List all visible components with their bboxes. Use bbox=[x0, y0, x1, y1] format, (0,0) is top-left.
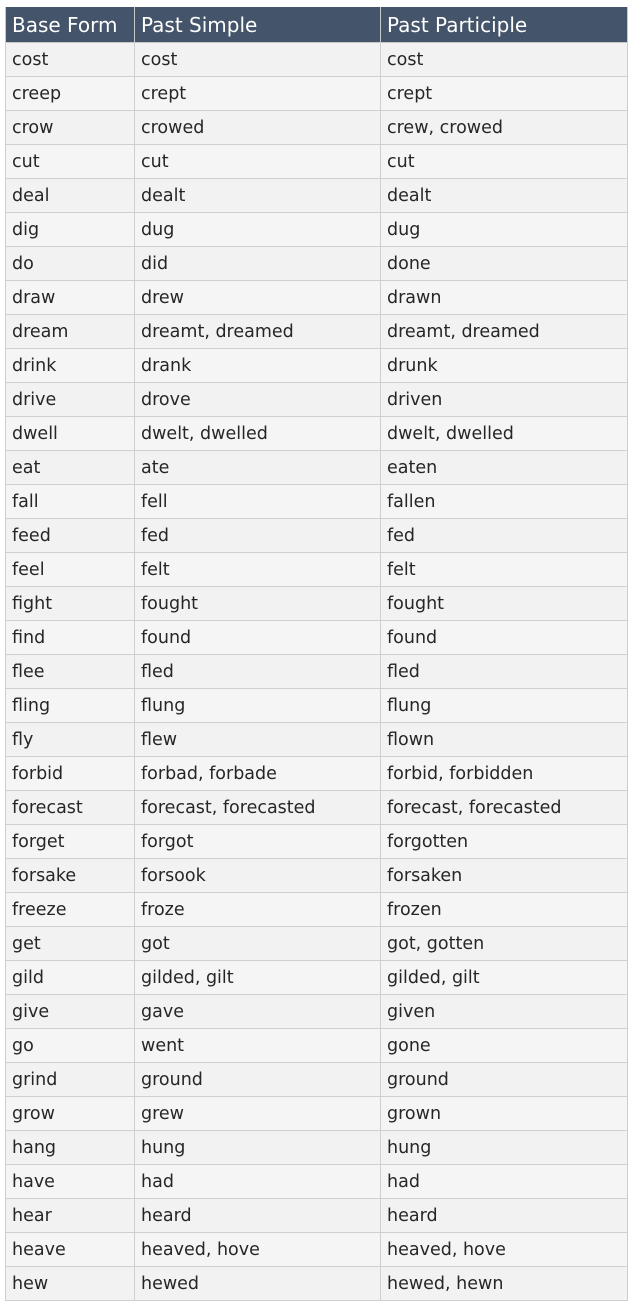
past-participle-cell: heard bbox=[381, 1199, 628, 1233]
table-row bbox=[6, 995, 628, 1029]
past-simple-cell: gilded, gilt bbox=[135, 961, 381, 995]
base-form-cell: forget bbox=[6, 825, 135, 859]
base-form-cell: fling bbox=[6, 689, 135, 723]
past-participle-cell: flung bbox=[381, 689, 628, 723]
table-row bbox=[6, 1063, 628, 1097]
past-simple-cell: fled bbox=[135, 655, 381, 689]
past-simple-cell: did bbox=[135, 247, 381, 281]
past-simple-cell: heaved, hove bbox=[135, 1233, 381, 1267]
header-past-participle: Past Participle bbox=[381, 7, 628, 43]
past-participle-cell: dwelt, dwelled bbox=[381, 417, 628, 451]
table-row bbox=[6, 145, 628, 179]
table-row bbox=[6, 791, 628, 825]
past-simple-cell: fought bbox=[135, 587, 381, 621]
base-form-cell: heave bbox=[6, 1233, 135, 1267]
past-simple-cell: drove bbox=[135, 383, 381, 417]
past-participle-cell: drawn bbox=[381, 281, 628, 315]
table-row bbox=[6, 553, 628, 587]
table-row bbox=[6, 893, 628, 927]
base-form-cell: hew bbox=[6, 1267, 135, 1301]
table-row bbox=[6, 281, 628, 315]
past-participle-cell: given bbox=[381, 995, 628, 1029]
base-form-cell: draw bbox=[6, 281, 135, 315]
table-row bbox=[6, 859, 628, 893]
past-participle-cell: fought bbox=[381, 587, 628, 621]
table-row bbox=[6, 519, 628, 553]
base-form-cell: hang bbox=[6, 1131, 135, 1165]
past-participle-cell: crew, crowed bbox=[381, 111, 628, 145]
past-simple-cell: hung bbox=[135, 1131, 381, 1165]
past-simple-cell: crept bbox=[135, 77, 381, 111]
base-form-cell: flee bbox=[6, 655, 135, 689]
past-simple-cell: cost bbox=[135, 43, 381, 77]
past-participle-cell: done bbox=[381, 247, 628, 281]
base-form-cell: go bbox=[6, 1029, 135, 1063]
header-base-form: Base Form bbox=[6, 7, 135, 43]
base-form-cell: find bbox=[6, 621, 135, 655]
past-simple-cell: forsook bbox=[135, 859, 381, 893]
irregular-verbs-table bbox=[5, 7, 628, 1301]
table-row bbox=[6, 961, 628, 995]
base-form-cell: get bbox=[6, 927, 135, 961]
past-participle-cell: had bbox=[381, 1165, 628, 1199]
table-row bbox=[6, 43, 628, 77]
past-simple-cell: dreamt, dreamed bbox=[135, 315, 381, 349]
past-participle-cell: gilded, gilt bbox=[381, 961, 628, 995]
header-past-simple: Past Simple bbox=[135, 7, 381, 43]
past-simple-cell: heard bbox=[135, 1199, 381, 1233]
base-form-cell: cost bbox=[6, 43, 135, 77]
past-simple-cell: flew bbox=[135, 723, 381, 757]
past-simple-cell: ground bbox=[135, 1063, 381, 1097]
past-participle-cell: forbid, forbidden bbox=[381, 757, 628, 791]
past-participle-cell: fled bbox=[381, 655, 628, 689]
past-participle-cell: forgotten bbox=[381, 825, 628, 859]
base-form-cell: gild bbox=[6, 961, 135, 995]
past-simple-cell: dug bbox=[135, 213, 381, 247]
past-participle-cell: heaved, hove bbox=[381, 1233, 628, 1267]
base-form-cell: feel bbox=[6, 553, 135, 587]
table-row bbox=[6, 111, 628, 145]
base-form-cell: crow bbox=[6, 111, 135, 145]
table-row bbox=[6, 1233, 628, 1267]
table-row bbox=[6, 1165, 628, 1199]
table-row bbox=[6, 1267, 628, 1301]
past-participle-cell: fed bbox=[381, 519, 628, 553]
verb-table-container bbox=[5, 7, 627, 1301]
table-row bbox=[6, 349, 628, 383]
table-row bbox=[6, 179, 628, 213]
base-form-cell: freeze bbox=[6, 893, 135, 927]
table-row bbox=[6, 757, 628, 791]
past-participle-cell: flown bbox=[381, 723, 628, 757]
past-simple-cell: got bbox=[135, 927, 381, 961]
base-form-cell: creep bbox=[6, 77, 135, 111]
base-form-cell: dwell bbox=[6, 417, 135, 451]
base-form-cell: forbid bbox=[6, 757, 135, 791]
base-form-cell: feed bbox=[6, 519, 135, 553]
table-row bbox=[6, 1199, 628, 1233]
table-row bbox=[6, 825, 628, 859]
past-participle-cell: forecast, forecasted bbox=[381, 791, 628, 825]
table-header-row bbox=[6, 7, 628, 43]
base-form-cell: do bbox=[6, 247, 135, 281]
past-simple-cell: forgot bbox=[135, 825, 381, 859]
base-form-cell: fall bbox=[6, 485, 135, 519]
base-form-cell: grow bbox=[6, 1097, 135, 1131]
past-participle-cell: fallen bbox=[381, 485, 628, 519]
past-simple-cell: forbad, forbade bbox=[135, 757, 381, 791]
past-simple-cell: crowed bbox=[135, 111, 381, 145]
base-form-cell: drink bbox=[6, 349, 135, 383]
past-simple-cell: grew bbox=[135, 1097, 381, 1131]
past-simple-cell: drank bbox=[135, 349, 381, 383]
table-row bbox=[6, 77, 628, 111]
base-form-cell: grind bbox=[6, 1063, 135, 1097]
base-form-cell: forecast bbox=[6, 791, 135, 825]
past-simple-cell: went bbox=[135, 1029, 381, 1063]
past-participle-cell: hung bbox=[381, 1131, 628, 1165]
past-participle-cell: gone bbox=[381, 1029, 628, 1063]
table-row bbox=[6, 383, 628, 417]
past-simple-cell: forecast, forecasted bbox=[135, 791, 381, 825]
base-form-cell: eat bbox=[6, 451, 135, 485]
past-participle-cell: dug bbox=[381, 213, 628, 247]
past-simple-cell: dealt bbox=[135, 179, 381, 213]
table-row bbox=[6, 451, 628, 485]
past-simple-cell: cut bbox=[135, 145, 381, 179]
table-row bbox=[6, 587, 628, 621]
base-form-cell: have bbox=[6, 1165, 135, 1199]
past-simple-cell: flung bbox=[135, 689, 381, 723]
table-row bbox=[6, 315, 628, 349]
base-form-cell: cut bbox=[6, 145, 135, 179]
table-row bbox=[6, 621, 628, 655]
base-form-cell: fight bbox=[6, 587, 135, 621]
past-simple-cell: found bbox=[135, 621, 381, 655]
table-body bbox=[6, 43, 628, 1301]
base-form-cell: fly bbox=[6, 723, 135, 757]
base-form-cell: give bbox=[6, 995, 135, 1029]
past-participle-cell: frozen bbox=[381, 893, 628, 927]
past-simple-cell: hewed bbox=[135, 1267, 381, 1301]
table-row bbox=[6, 485, 628, 519]
table-row bbox=[6, 689, 628, 723]
table-row bbox=[6, 927, 628, 961]
past-simple-cell: fed bbox=[135, 519, 381, 553]
table-row bbox=[6, 655, 628, 689]
past-simple-cell: gave bbox=[135, 995, 381, 1029]
past-participle-cell: grown bbox=[381, 1097, 628, 1131]
past-simple-cell: had bbox=[135, 1165, 381, 1199]
table-row bbox=[6, 213, 628, 247]
past-participle-cell: cost bbox=[381, 43, 628, 77]
table-row bbox=[6, 1097, 628, 1131]
past-simple-cell: dwelt, dwelled bbox=[135, 417, 381, 451]
past-participle-cell: found bbox=[381, 621, 628, 655]
base-form-cell: dig bbox=[6, 213, 135, 247]
past-participle-cell: dreamt, dreamed bbox=[381, 315, 628, 349]
table-row bbox=[6, 723, 628, 757]
base-form-cell: dream bbox=[6, 315, 135, 349]
past-participle-cell: crept bbox=[381, 77, 628, 111]
table-row bbox=[6, 417, 628, 451]
past-simple-cell: froze bbox=[135, 893, 381, 927]
past-participle-cell: got, gotten bbox=[381, 927, 628, 961]
past-participle-cell: hewed, hewn bbox=[381, 1267, 628, 1301]
past-participle-cell: felt bbox=[381, 553, 628, 587]
base-form-cell: hear bbox=[6, 1199, 135, 1233]
base-form-cell: drive bbox=[6, 383, 135, 417]
past-simple-cell: fell bbox=[135, 485, 381, 519]
past-participle-cell: forsaken bbox=[381, 859, 628, 893]
table-row bbox=[6, 1029, 628, 1063]
table-row bbox=[6, 247, 628, 281]
past-simple-cell: felt bbox=[135, 553, 381, 587]
past-participle-cell: dealt bbox=[381, 179, 628, 213]
past-participle-cell: drunk bbox=[381, 349, 628, 383]
past-simple-cell: ate bbox=[135, 451, 381, 485]
past-participle-cell: ground bbox=[381, 1063, 628, 1097]
past-participle-cell: cut bbox=[381, 145, 628, 179]
base-form-cell: deal bbox=[6, 179, 135, 213]
past-participle-cell: eaten bbox=[381, 451, 628, 485]
past-participle-cell: driven bbox=[381, 383, 628, 417]
past-simple-cell: drew bbox=[135, 281, 381, 315]
table-row bbox=[6, 1131, 628, 1165]
base-form-cell: forsake bbox=[6, 859, 135, 893]
